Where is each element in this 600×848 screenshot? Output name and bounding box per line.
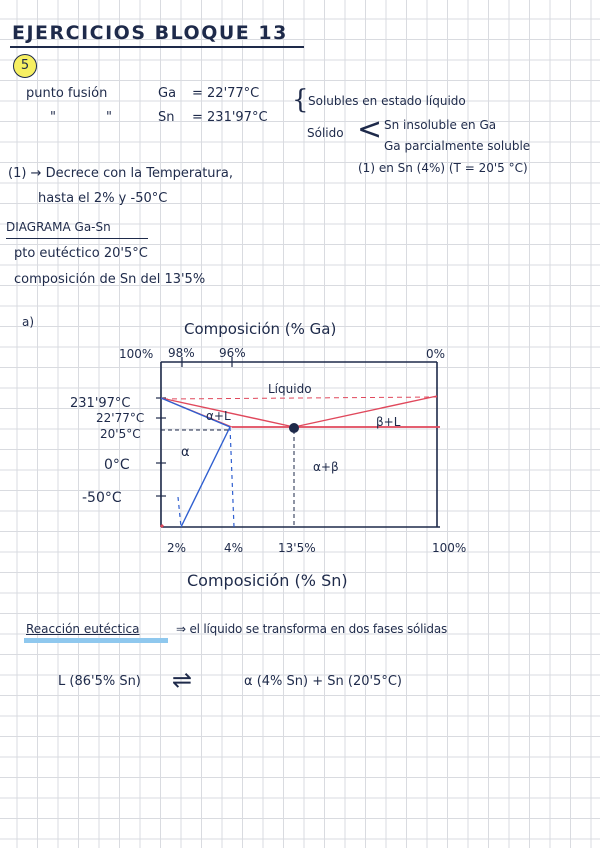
liquid-boundary-dashed [163,397,437,399]
eutectic-point-note: pto eutéctico 20'5°C [14,246,148,261]
top-tick-label: 0% [426,347,446,361]
equation-right: α (4% Sn) + Sn (20'5°C) [244,674,402,689]
sn-insoluble-text: Sn insoluble en Ga [384,118,497,132]
region-label-alpha-beta: α+β [313,460,339,474]
y-tick-label: 0°C [104,457,130,473]
equation-left: L (86'5% Sn) [58,674,141,689]
sn-melting-value: = 231'97°C [192,110,268,125]
bottom-tick-label: 13'5% [278,541,316,555]
heading-highlight [24,638,168,643]
bottom-tick-label: 2% [167,541,187,555]
top-tick-label: 98% [168,346,195,360]
bottom-axis-title: Composición (% Sn) [187,571,348,590]
origin-mark [161,525,163,527]
bottom-tick-label: 100% [432,541,467,555]
y-tick-label: 22'77°C [96,411,145,425]
solvus-line [181,427,230,527]
page-title: EJERCICIOS BLOQUE 13 [12,22,288,44]
ga-melting-value: = 22'77°C [192,86,260,101]
top-axis-title: Composición (% Ga) [184,320,337,338]
solvus-projection-dashed [230,427,234,527]
ditto-mark: " [106,110,112,125]
diagram-heading: DIAGRAMA Ga-Sn [6,220,111,234]
note-limit: hasta el 2% y -50°C [38,191,168,206]
composition-note: composición de Sn del 13'5% [14,272,206,287]
exercise-number-badge: 5 [13,54,37,78]
reaction-heading: Reacción eutéctica [26,622,140,636]
liquid-solubility-text: Solubles en estado líquido [308,94,466,108]
eutectic-point [289,423,299,433]
reaction-description: ⇒ el líquido se transforma en dos fases sólidas [176,622,448,636]
note-decreases: (1) → Decrece con la Temperatura, [8,166,233,181]
liquidus-right [294,396,437,427]
part-label: a) [22,315,35,329]
melting-point-label: punto fusión [26,86,108,101]
ga-partial-text: Ga parcialmente soluble [384,139,531,153]
top-tick-label: 96% [219,346,246,360]
region-label-beta-liquid: β+L [376,415,401,429]
sn-symbol: Sn [158,110,175,125]
region-label-liquid: Líquido [268,382,312,396]
region-label-alpha: α [181,445,190,460]
ga-symbol: Ga [158,86,177,101]
bottom-tick-label: 4% [224,541,244,555]
solubility-note: (1) en Sn (4%) (T = 20'5 °C) [358,161,528,175]
y-tick-label: 231'97°C [70,396,131,411]
equilibrium-arrow-icon: ⇌ [172,666,193,694]
solid-label: Sólido [307,126,344,140]
branch-bracket-icon: < [357,112,383,147]
region-label-alpha-liquid: α+L [206,409,231,423]
top-tick-label: 100% [119,347,154,361]
ditto-mark: " [50,110,56,125]
y-tick-label: 20'5°C [100,427,141,441]
brace-symbol: { [292,85,309,115]
y-tick-label: -50°C [82,490,122,506]
solvus-projection-dashed [178,497,181,527]
